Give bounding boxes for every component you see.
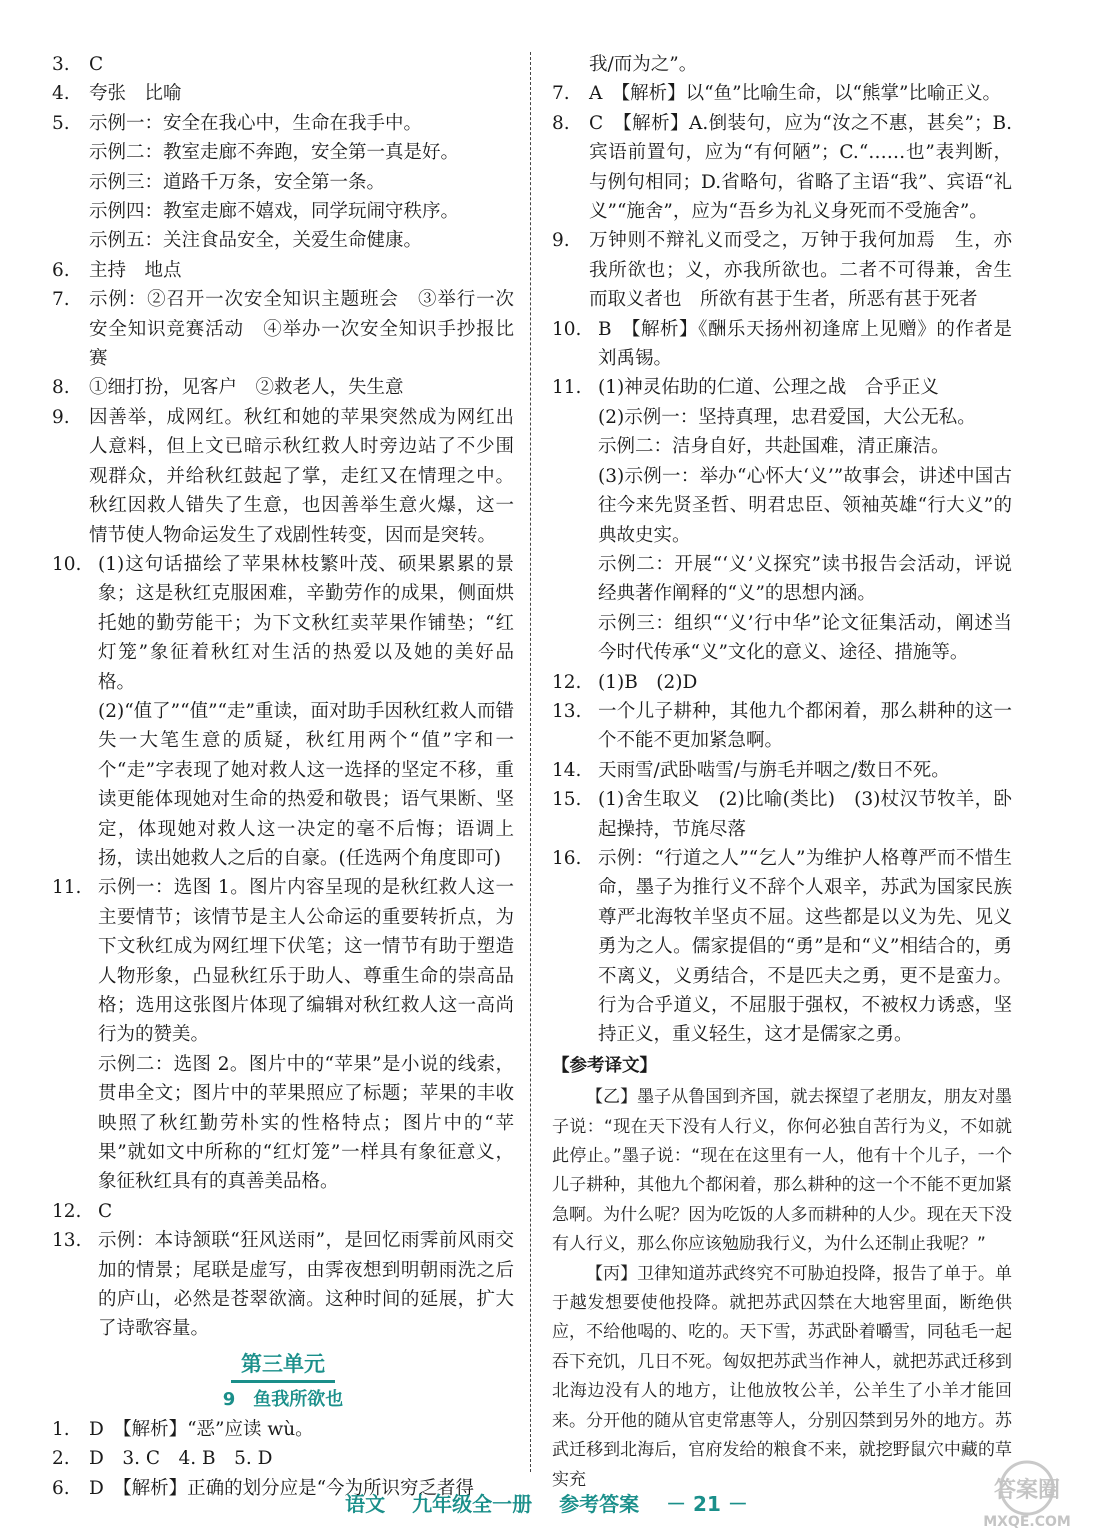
answer-item: 1. D 【解析】“恶”应读 wù。	[52, 1418, 314, 1440]
answer-line: (3)示例一：举办“心怀大‘义’”故事会，讲述中国古往今来先贤圣哲、明君忠臣、领袖英雄“行大义”的典故史实。	[598, 465, 1012, 546]
answer-item: 6. D 【解析】正确的划分应是“今为所识穷乏者得	[52, 1477, 475, 1499]
answer-line: 示例三：道路千万条，安全第一条。	[89, 171, 386, 193]
answer-item: 14. 天雨雪/武卧啮雪/与旃毛并咽之/数日不死。	[552, 759, 950, 781]
translation-paragraph: 【丙】卫律知道苏武终究不可胁迫投降，报告了单于。单于越发想要使他投降。就把苏武囚禁在大地窖里面，断绝供应，不给他喝的、吃的。天下雪，苏武卧着嚼雪，同毡毛一起吞下充饥，几日不死。匈奴把苏武当作神人，就把苏武迁移到北海边没有人的地方，让他放牧公羊，公羊生了小羊才能回来。分开他的随从官吏常惠等人，分别囚禁到另外的地方。苏武迁移到北海后，官府发给的粮食不来，就挖野鼠穴中藏的草实充	[552, 1263, 1012, 1490]
answer-item: 7. A 【解析】以“鱼”比喻生命，以“熊掌”比喻正义。	[552, 83, 1001, 105]
page-footer	[0, 1488, 1093, 1517]
unit-title: 第三单元	[52, 1350, 514, 1383]
footer-grade: 九年级全一册	[412, 1492, 533, 1516]
answer-item: 9. 因善举，成网红。秋红和她的苹果突然成为网红出人意料，但上文已暗示秋红救人时旁边站了不少围观群众，并给秋红鼓起了掌，走红又在情理之中。秋红因救人错失了生意，也因善举生意火爆，这一情节使人物命运发生了戏剧性转变，因而是突转。	[52, 406, 514, 546]
answer-item: 7. 示例：②召开一次安全知识主题班会 ③举行一次安全知识竞赛活动 ④举办一次安全知识手抄报比赛	[52, 289, 514, 370]
answer-item: 2. D 3. C 4. B 5. D	[52, 1448, 273, 1470]
left-column	[52, 50, 514, 1503]
answer-item: 4. 夸张 比喻	[52, 83, 182, 105]
answer-item: 12. C	[52, 1200, 113, 1222]
answer-item: 3. C	[52, 54, 104, 75]
translation-paragraph: 【乙】墨子从鲁国到齐国，就去探望了老朋友，朋友对墨子说：“现在天下没有人行义，你何必独自苦行为义，不如就此停止。”墨子说：“现在在这里有一人，他有十个儿子，一个儿子耕种，其他九个都闲着，那么耕种的这一个不能不更加紧急啊。为什么呢？因为吃饭的人多而耕种的人少。现在天下没有人行义，那么你应该勉励我行义，为什么还制止我呢？”	[552, 1087, 1012, 1255]
answer-item: 8. ①细打扮，见客户 ②救老人，失生意	[52, 377, 404, 399]
right-column	[552, 50, 1012, 1495]
answer-line: 示例二：教室走廊不奔跑，安全第一真是好。	[89, 142, 460, 164]
answer-line: 我/而为之”。	[589, 54, 698, 75]
answer-item: 6. 主持 地点	[52, 259, 182, 281]
answer-line: 示例三：组织“‘义’行中华”论文征集活动，阐述当今时代传承“义”文化的意义、途径、措施等。	[598, 612, 1012, 664]
answer-line: (2)示例一：坚持真理，忠君爱国，大公无私。	[598, 406, 976, 428]
column-divider	[530, 52, 531, 1472]
watermark-site: MXQE.COM	[983, 1514, 1071, 1530]
lesson-title: 9 鱼我所欲也	[222, 1389, 344, 1411]
answer-item: 5. 示例一：安全在我心中，生命在我手中。	[52, 112, 423, 134]
answer-line: 示例二：洁身自好，共赴国难，清正廉洁。	[598, 436, 950, 458]
answer-line: (2)“值了”“值”“走”重读，面对助手因秋红救人而错失一大笔生意的质疑，秋红用两个“值”字和一个“走”字表现了她对救人这一选择的坚定不移，重读更能体现她对生命的热爱和敬畏；语气果断、坚定，体现她对救人这一决定的毫不后悔；语调上扬，读出她救人之后的自豪。(任选两个角度即可)	[98, 700, 514, 869]
answer-item: 10. B 【解析】《酬乐天扬州初逢席上见赠》的作者是刘禹锡。	[552, 318, 1012, 370]
answer-item: 15. (1)舍生取义 (2)比喻(类比) (3)杖汉节牧羊，卧起操持，节旄尽落	[552, 789, 1012, 840]
answer-item: 11. (1)神灵佑助的仁道、公理之战 合乎正义	[552, 377, 939, 399]
answer-item: 12. (1)B (2)D	[552, 671, 698, 693]
footer-subject: 语文	[345, 1492, 386, 1516]
answer-item: 13. 示例：本诗颔联“狂风送雨”，是回忆雨霁前风雨交加的情景；尾联是虚写，由霁夜想到明朝雨洗之后的庐山，必然是苍翠欲滴。这种时间的延展，扩大了诗歌容量。	[52, 1230, 514, 1340]
answer-item: 13. 一个儿子耕种，其他九个都闲着，那么耕种的这一个不能不更加紧急啊。	[552, 700, 1012, 752]
answer-line: 示例五：关注食品安全，关爱生命健康。	[89, 230, 423, 252]
answer-line: 示例二：开展“‘义’义探究”读书报告会活动，评说经典著作阐释的“义”的思想内涵。	[598, 553, 1012, 605]
answer-item: 9. 万钟则不辩礼义而受之，万钟于我何加焉 生，亦我所欲也；义，亦我所欲也。二者不可得兼，舍生而取义者也 所欲有甚于生者，所恶有甚于死者	[552, 230, 1012, 311]
page-number: － 21 －	[666, 1492, 748, 1516]
watermark-brand: 答案圈	[993, 1478, 1061, 1503]
footer-label: 参考答案	[559, 1492, 640, 1516]
answer-item: 16. 示例：“行道之人”“乞人”为维护人格尊严而不惜生命，墨子为推行义不辞个人艰辛，苏武为国家民族尊严北海牧羊坚贞不屈。这些都是以义为先、见义勇为之人。儒家提倡的“勇”是和“义”相结合的，勇不离义，义勇结合，不是匹夫之勇，更不是蛮力。行为合乎道义，不屈服于强权，不被权力诱惑，坚持正义，重义轻生，这才是儒家之勇。	[552, 847, 1012, 1046]
translation-header: 【参考译文】	[552, 1055, 657, 1076]
answer-line: 示例四：教室走廊不嬉戏，同学玩闹守秩序。	[89, 201, 460, 223]
answer-item: 11. 示例一：选图 1。图片内容呈现的是秋红救人这一主要情节；该情节是主人公命运的重要转折点，为下文秋红成为网红埋下伏笔；这一情节有助于塑造人物形象，凸显秋红乐于助人、尊重生命的崇高品格；选用这张图片体现了编辑对秋红救人这一高尚行为的赞美。	[52, 877, 514, 1046]
answer-item: 8. C 【解析】A.倒装句，应为“汝之不惠，甚矣”；B.宾语前置句，应为“有何陋”；C.“……也”表判断，与例句相同；D.省略句，省略了主语“我”、宾语“礼义”“施舍”，应为“吾乡为礼义身死而不受施舍”。	[552, 112, 1012, 223]
answer-item: 10. (1)这句话描绘了苹果林枝繁叶茂、硕果累累的景象；这是秋红克服困难，辛勤劳作的成果，侧面烘托她的勤劳能干；为下文秋红卖苹果作铺垫；“红灯笼”象征着秋红对生活的热爱以及她的美好品格。	[52, 553, 514, 693]
answer-line: 示例二：选图 2。图片中的“苹果”是小说的线索，贯串全文；图片中的苹果照应了标题；苹果的丰收映照了秋红勤劳朴实的性格特点；图片中的“苹果”就如文中所称的“红灯笼”一样具有象征意义，象征秋红具有的真善美品格。	[98, 1053, 514, 1193]
watermark-logo	[967, 1460, 1087, 1530]
